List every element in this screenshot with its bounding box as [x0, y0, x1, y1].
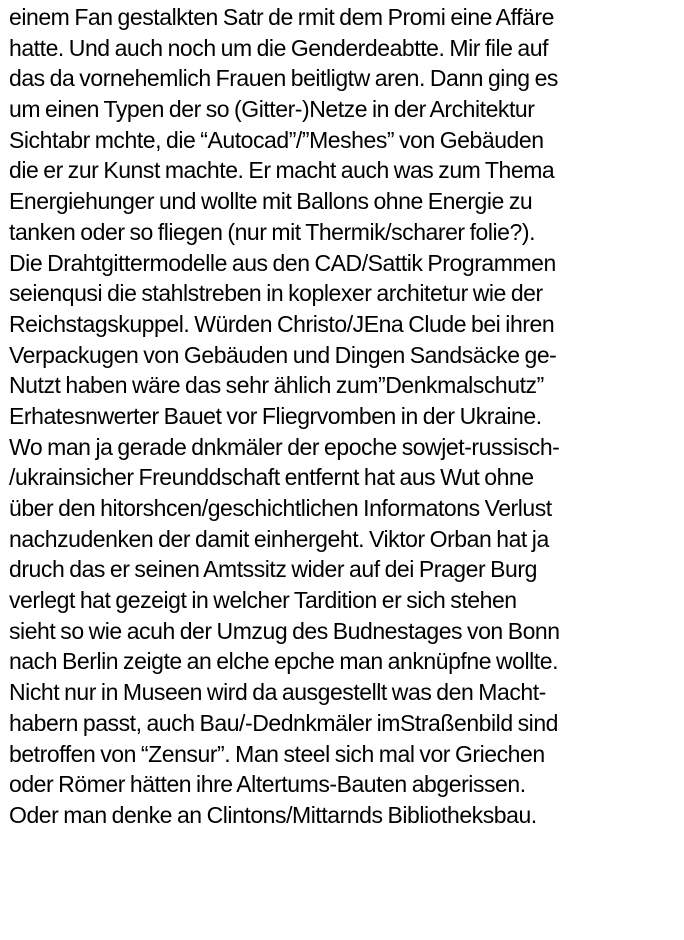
text-line: Nutzt haben wäre das sehr ählich zum”Denkmalschutz” [9, 372, 544, 399]
text-line: Die Drahtgittermodelle aus den CAD/Sattik Programmen [9, 249, 556, 276]
text-line: druch das er seinen Amtssitz wider auf dei Prager Burg [9, 556, 537, 583]
text-line: seienqusi die stahlstreben in koplexer architetur wie der [9, 280, 543, 307]
text-line: Erhatesnwerter Bauet vor Fliegrvomben in der Ukraine. [9, 402, 542, 429]
text-line: /ukrainsicher Freunddschaft entfernt hat aus Wut ohne [9, 464, 534, 491]
text-line: das da vornehemlich Frauen beitligtw aren. Dann ging es [9, 65, 558, 92]
text-line: Oder man denke an Clintons/Mittarnds Bibliotheksbau. [9, 801, 537, 828]
text-line: tanken oder so fliegen (nur mit Thermik/scharer folie?). [9, 218, 536, 245]
text-line: sieht so wie acuh der Umzug des Budnestages von Bonn [9, 617, 560, 644]
text-line: habern passt, auch Bau/-Dednkmäler imStraßenbild sind [9, 709, 559, 736]
text-line: Wo man ja gerade dnkmäler der epoche sowjet-russisch- [9, 433, 560, 460]
text-line: hatte. Und auch noch um die Genderdeabtte. Mir file auf [9, 34, 549, 61]
text-line: Sichtabr mchte, die “Autocad”/”Meshes” von Gebäuden [9, 126, 544, 153]
text-line: nach Berlin zeigte an elche epche man anknüpfne wollte. [9, 648, 559, 675]
document-page [9, 2, 681, 831]
text-line: verlegt hat gezeigt in welcher Tardition er sich stehen [9, 587, 517, 614]
text-line: betroffen von “Zensur”. Man steel sich mal vor Griechen [9, 740, 545, 767]
text-line: um einen Typen der so (Gitter-)Netze in der Architektur [9, 96, 535, 123]
text-line: Nicht nur in Museen wird da ausgestellt was den Macht- [9, 679, 546, 706]
text-line: Reichstagskuppel. Würden Christo/JEna Clude bei ihren [9, 310, 555, 337]
text-line: oder Römer hätten ihre Altertums-Bauten abgerissen. [9, 771, 526, 798]
text-line: die er zur Kunst machte. Er macht auch was zum Thema [9, 157, 555, 184]
text-line: über den hitorshcen/geschichtlichen Informatons Verlust [9, 495, 552, 521]
text-line: einem Fan gestalkten Satr de rmit dem Promi eine Affäre [9, 4, 554, 30]
text-line: Energiehunger und wollte mit Ballons ohne Energie zu [9, 188, 533, 215]
text-line: Verpackugen von Gebäuden und Dingen Sandsäcke ge- [9, 341, 557, 368]
text-line: nachzudenken der damit einhergeht. Viktor Orban hat ja [9, 525, 549, 552]
